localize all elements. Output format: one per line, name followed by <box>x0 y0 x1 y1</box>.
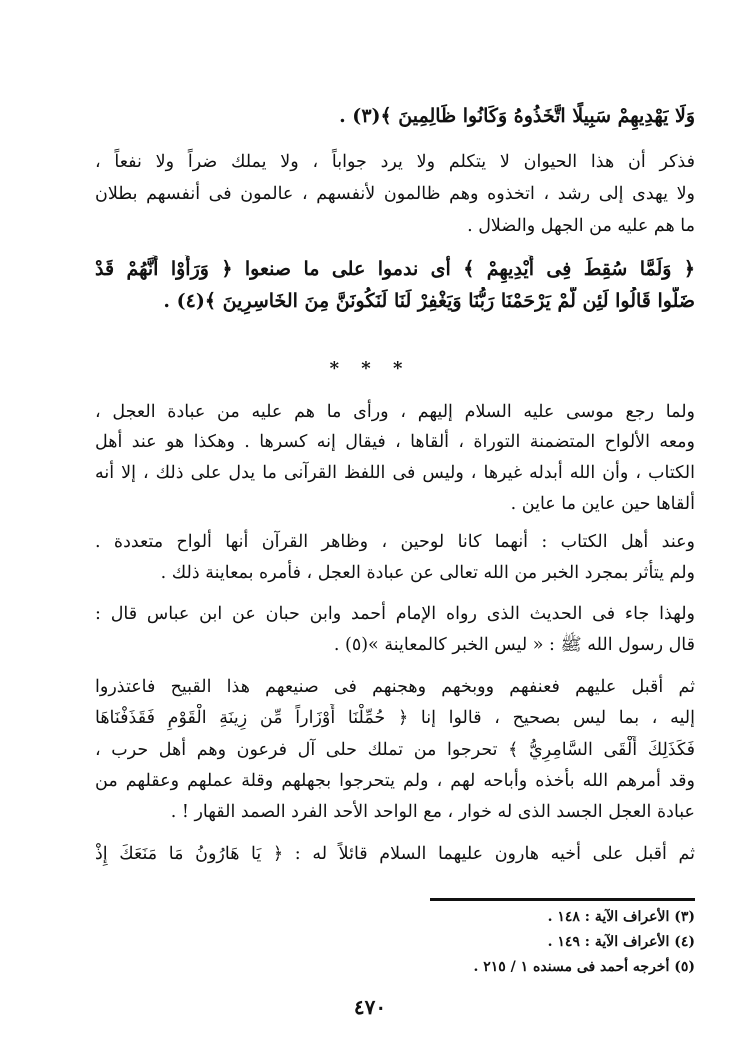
text-line: عبادة العجل الجسد الذى له خوار ، مع الواحد الأحد الفرد الصمد القهار ! . <box>170 802 695 822</box>
text-line: وعند أهل الكتاب : أنهما كانا لوحين ، وظاهر القرآن أنها ألواح متعددة . <box>95 532 695 552</box>
text-line: ثم أقبل عليهم فعنفهم ووبخهم وهجنهم فى صنيعهم هذا القبيح فاعتذروا <box>95 677 695 697</box>
text-line: وَلَا يَهْدِيهِمْ سَبِيلًا اتَّخَذُوهُ وَكَانُوا ظَالِمِينَ ﴾(٣) . <box>339 105 695 127</box>
text-line: فَكَذَلِكَ أَلْقَى السَّامِرِيُّ ﴾ تحرجوا من تملك حلى آل فرعون وهم أهل حرب ، <box>95 740 695 760</box>
page-number: ٤٧٠ <box>353 995 387 1019</box>
text-line: ولم يتأثر بمجرد الخبر من الله تعالى عن عبادة العجل ، فأمره بمعاينة ذلك . <box>160 563 695 583</box>
text-line: قال رسول الله ﷺ : « ليس الخبر كالمعاينة »(٥) . <box>333 635 695 655</box>
text-line: فذكر أن هذا الحيوان لا يتكلم ولا يرد جواباً ، ولا يملك ضراً ولا نفعاً ، <box>95 152 695 172</box>
text-line: ثم أقبل على أخيه هارون عليهما السلام قائلاً له : ﴿ يَا هَارُونُ مَا مَنَعَكَ إِذْ <box>95 844 695 864</box>
footnote: (٥) أخرجه أحمد فى مسنده ١ / ٢١٥ . <box>473 959 695 975</box>
footnote: (٣) الأعراف الآية : ١٤٨ . <box>547 909 695 925</box>
text-line: ﴿ وَلَمَّا سُقِطَ فِى أَيْدِيهِمْ ﴾ أى ندموا على ما صنعوا ﴿ وَرَأَوْا أَنَّهُمْ قَدْ <box>95 258 695 280</box>
text-line: ضَلُّوا قَالُوا لَئِن لَّمْ يَرْحَمْنَا رَبُّنَا وَيَغْفِرْ لَنَا لَنَكُونَنَّ مِنَ الخَاسِرِينَ ﴾(٤) . <box>163 290 695 312</box>
text-line: ولهذا جاء فى الحديث الذى رواه الإمام أحمد وابن حبان عن ابن عباس قال : <box>95 604 695 624</box>
text-line: ولما رجع موسى عليه السلام إليهم ، ورأى ما هم عليه من عبادة العجل ، <box>95 402 695 422</box>
text-line: ولا يهدى إلى رشد ، اتخذوه وهم ظالمون لأنفسهم ، عالمون فى أنفسهم بطلان <box>95 184 695 204</box>
footnote: (٤) الأعراف الآية : ١٤٩ . <box>547 934 695 950</box>
text-line: إليه ، بما ليس بصحيح ، قالوا إنا ﴿ حُمِّلْنَا أَوْزَاراً مِّن زِينَةِ الْقَوْمِ فَقَذَفْنَاهَا <box>95 708 695 728</box>
text-line: الكتاب ، وأن الله أبدله غيرها ، وليس فى اللفظ القرآنى ما يدل على ذلك ، إلا أنه <box>95 463 695 483</box>
text-line: وقد أمرهم الله بأخذه وأباحه لهم ، ولم يتحرجوا بجهلهم وقلة عملهم وعقلهم من <box>95 771 695 791</box>
footnote-divider <box>430 898 695 901</box>
text-line: ومعه الألواح المتضمنة التوراة ، ألقاها ، فيقال إنه كسرها . وهكذا هو عند أهل <box>95 432 695 452</box>
text-line: ألقاها حين عاين ما عاين . <box>510 494 695 514</box>
text-line: ما هم عليه من الجهل والضلال . <box>467 216 695 236</box>
section-separator: * * * <box>329 358 411 379</box>
